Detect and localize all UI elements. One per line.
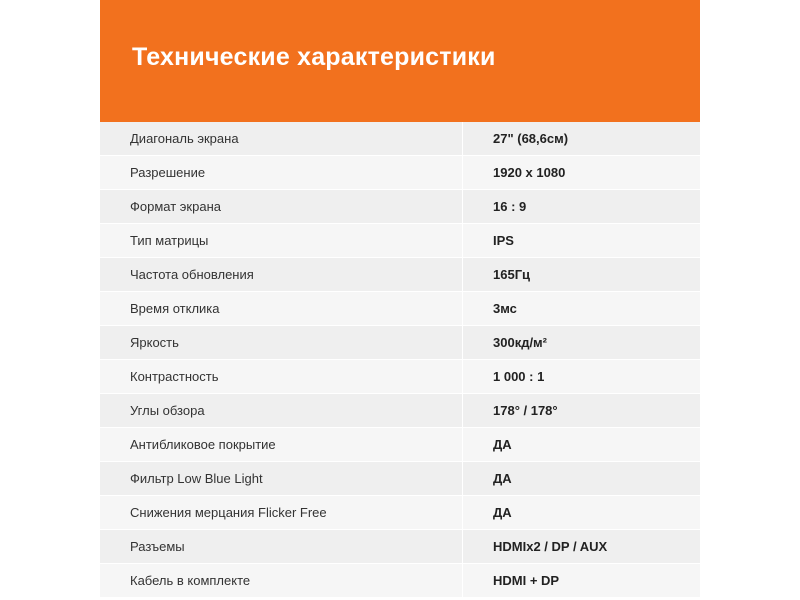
spec-value: ДА [493, 471, 512, 486]
spec-value: 165Гц [493, 267, 531, 282]
spec-label: Фильтр Low Blue Light [100, 462, 463, 495]
spec-value: 3мс [493, 301, 517, 316]
spec-value: 178° / 178° [493, 403, 558, 418]
spec-row [100, 360, 700, 394]
spec-row [100, 428, 700, 462]
spec-label: Снижения мерцания Flicker Free [100, 496, 463, 529]
spec-label: Контрастность [100, 360, 463, 393]
spec-label: Время отклика [100, 292, 463, 325]
spec-value: HDMI + DP [493, 573, 560, 588]
spec-label: Антибликовое покрытие [100, 428, 463, 461]
spec-label: Тип матрицы [100, 224, 463, 257]
spec-label: Разъемы [100, 530, 463, 563]
spec-row [100, 224, 700, 258]
spec-value: 16 : 9 [493, 199, 527, 214]
spec-row [100, 462, 700, 496]
spec-row [100, 258, 700, 292]
spec-value: 1920 x 1080 [493, 165, 566, 180]
spec-value: 27" (68,6см) [493, 131, 569, 146]
spec-row [100, 122, 700, 156]
spec-value: 300кд/м² [493, 335, 548, 350]
spec-row [100, 394, 700, 428]
spec-row [100, 530, 700, 564]
spec-label: Диагональ экрана [100, 122, 463, 155]
spec-header [100, 0, 700, 122]
spec-label: Кабель в комплекте [100, 564, 463, 597]
spec-label: Разрешение [100, 156, 463, 189]
spec-label: Яркость [100, 326, 463, 359]
spec-value: HDMIx2 / DP / AUX [493, 539, 608, 554]
spec-card [100, 0, 700, 600]
spec-table [100, 122, 700, 598]
spec-row [100, 292, 700, 326]
spec-label: Формат экрана [100, 190, 463, 223]
spec-value: ДА [493, 505, 512, 520]
spec-value: IPS [493, 233, 514, 248]
spec-value: ДА [493, 437, 512, 452]
spec-row [100, 564, 700, 598]
spec-row [100, 190, 700, 224]
spec-row [100, 496, 700, 530]
spec-row [100, 156, 700, 190]
spec-label: Углы обзора [100, 394, 463, 427]
page-title: Технические характеристики [132, 43, 496, 71]
spec-row [100, 326, 700, 360]
spec-value: 1 000 : 1 [493, 369, 545, 384]
spec-label: Частота обновления [100, 258, 463, 291]
